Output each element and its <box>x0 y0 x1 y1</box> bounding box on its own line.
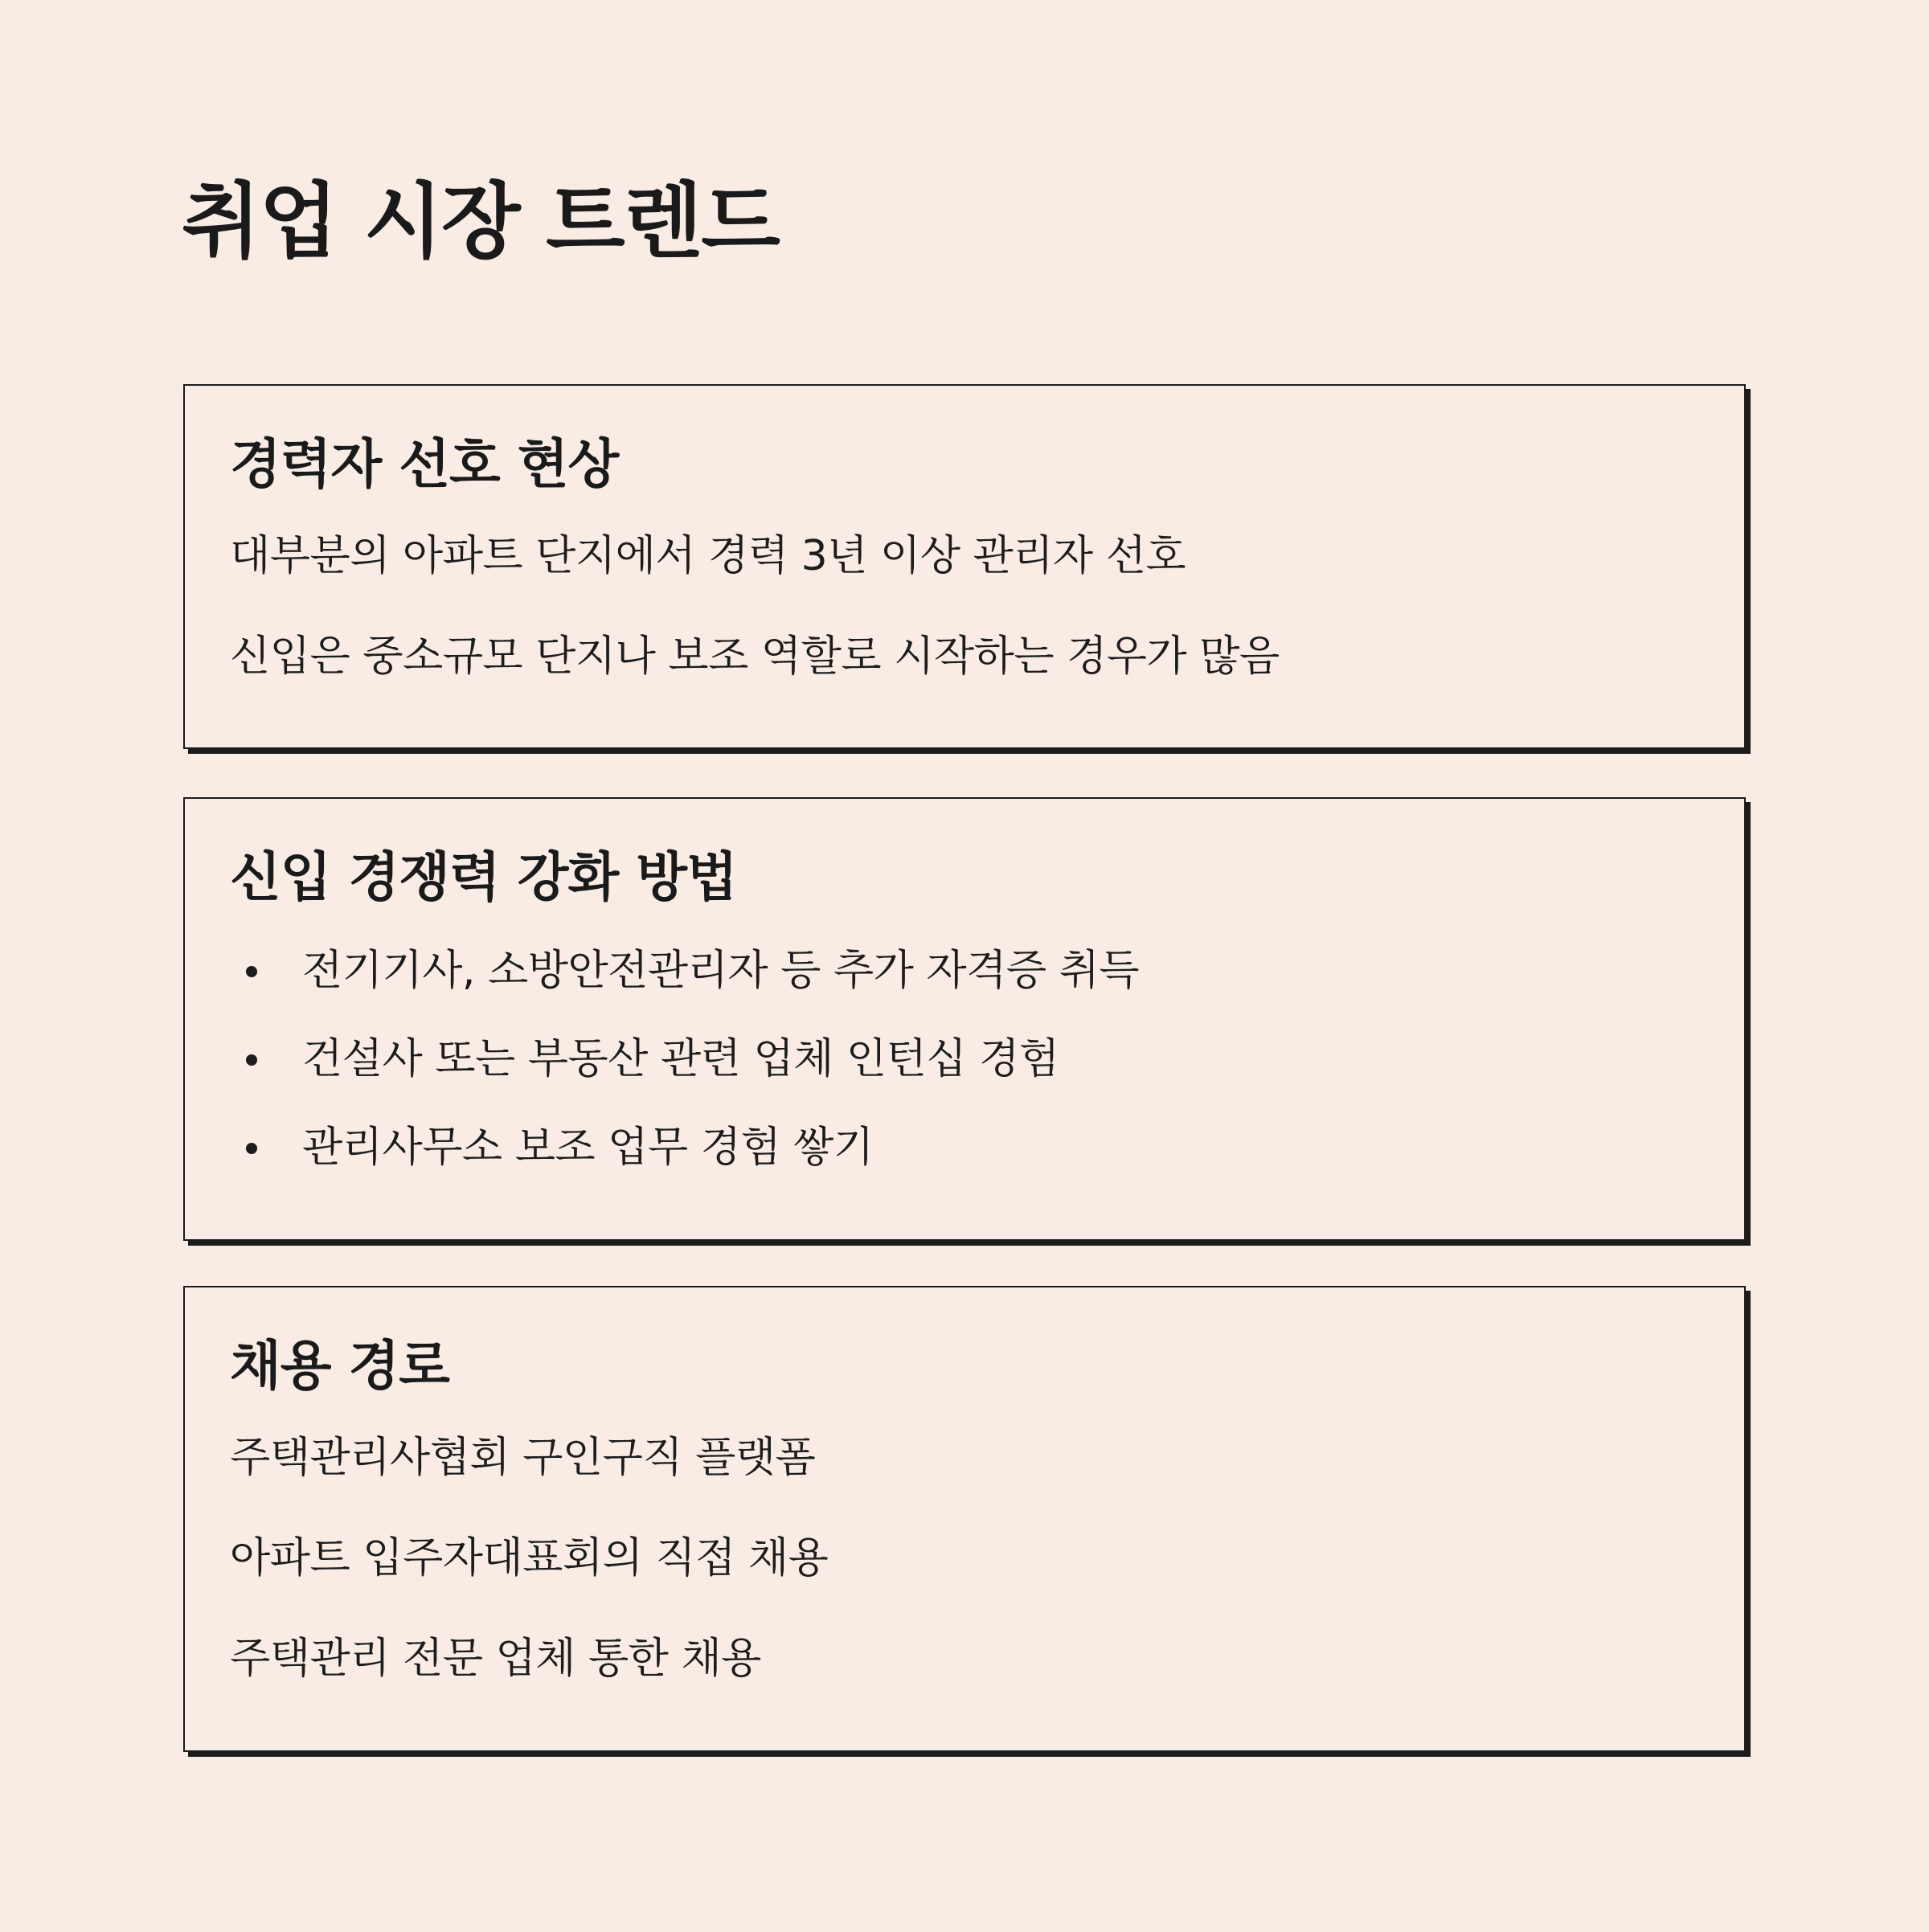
page-title: 취업 시장 트렌드 <box>182 174 779 270</box>
bullet-item <box>230 1122 1139 1173</box>
section-text-list <box>230 530 1280 731</box>
bullet-text: 건설사 또는 부동산 관련 업체 인턴십 경험 <box>302 1035 1059 1083</box>
bullet-icon <box>246 966 257 977</box>
section-newcomer-competitiveness <box>183 797 1746 1241</box>
bullet-list <box>230 945 1139 1210</box>
bullet-text: 관리사무소 보조 업무 경험 쌓기 <box>302 1124 874 1172</box>
section-experienced-preference <box>183 384 1746 749</box>
section-title: 신입 경쟁력 강화 방법 <box>230 846 737 908</box>
bullet-icon <box>246 1143 257 1154</box>
section-text: 주택관리 전문 업체 통한 채용 <box>230 1635 761 1683</box>
bullet-item <box>230 1034 1139 1085</box>
section-text: 주택관리사협회 구인구직 플랫폼 <box>230 1434 816 1482</box>
bullet-icon <box>246 1054 257 1066</box>
section-title: 채용 경로 <box>230 1335 450 1397</box>
section-title: 경력자 선호 현상 <box>230 433 619 495</box>
section-text-list <box>230 1432 828 1733</box>
bullet-item <box>230 945 1139 997</box>
section-hiring-channels <box>183 1286 1746 1752</box>
section-text: 아파트 입주자대표회의 직접 채용 <box>230 1534 829 1582</box>
section-text: 신입은 중소규모 단지나 보조 역할로 시작하는 경우가 많음 <box>230 632 1280 681</box>
section-text: 대부분의 아파트 단지에서 경력 3년 이상 관리자 선호 <box>230 532 1186 580</box>
bullet-text: 전기기사, 소방안전관리자 등 추가 자격증 취득 <box>302 947 1140 995</box>
